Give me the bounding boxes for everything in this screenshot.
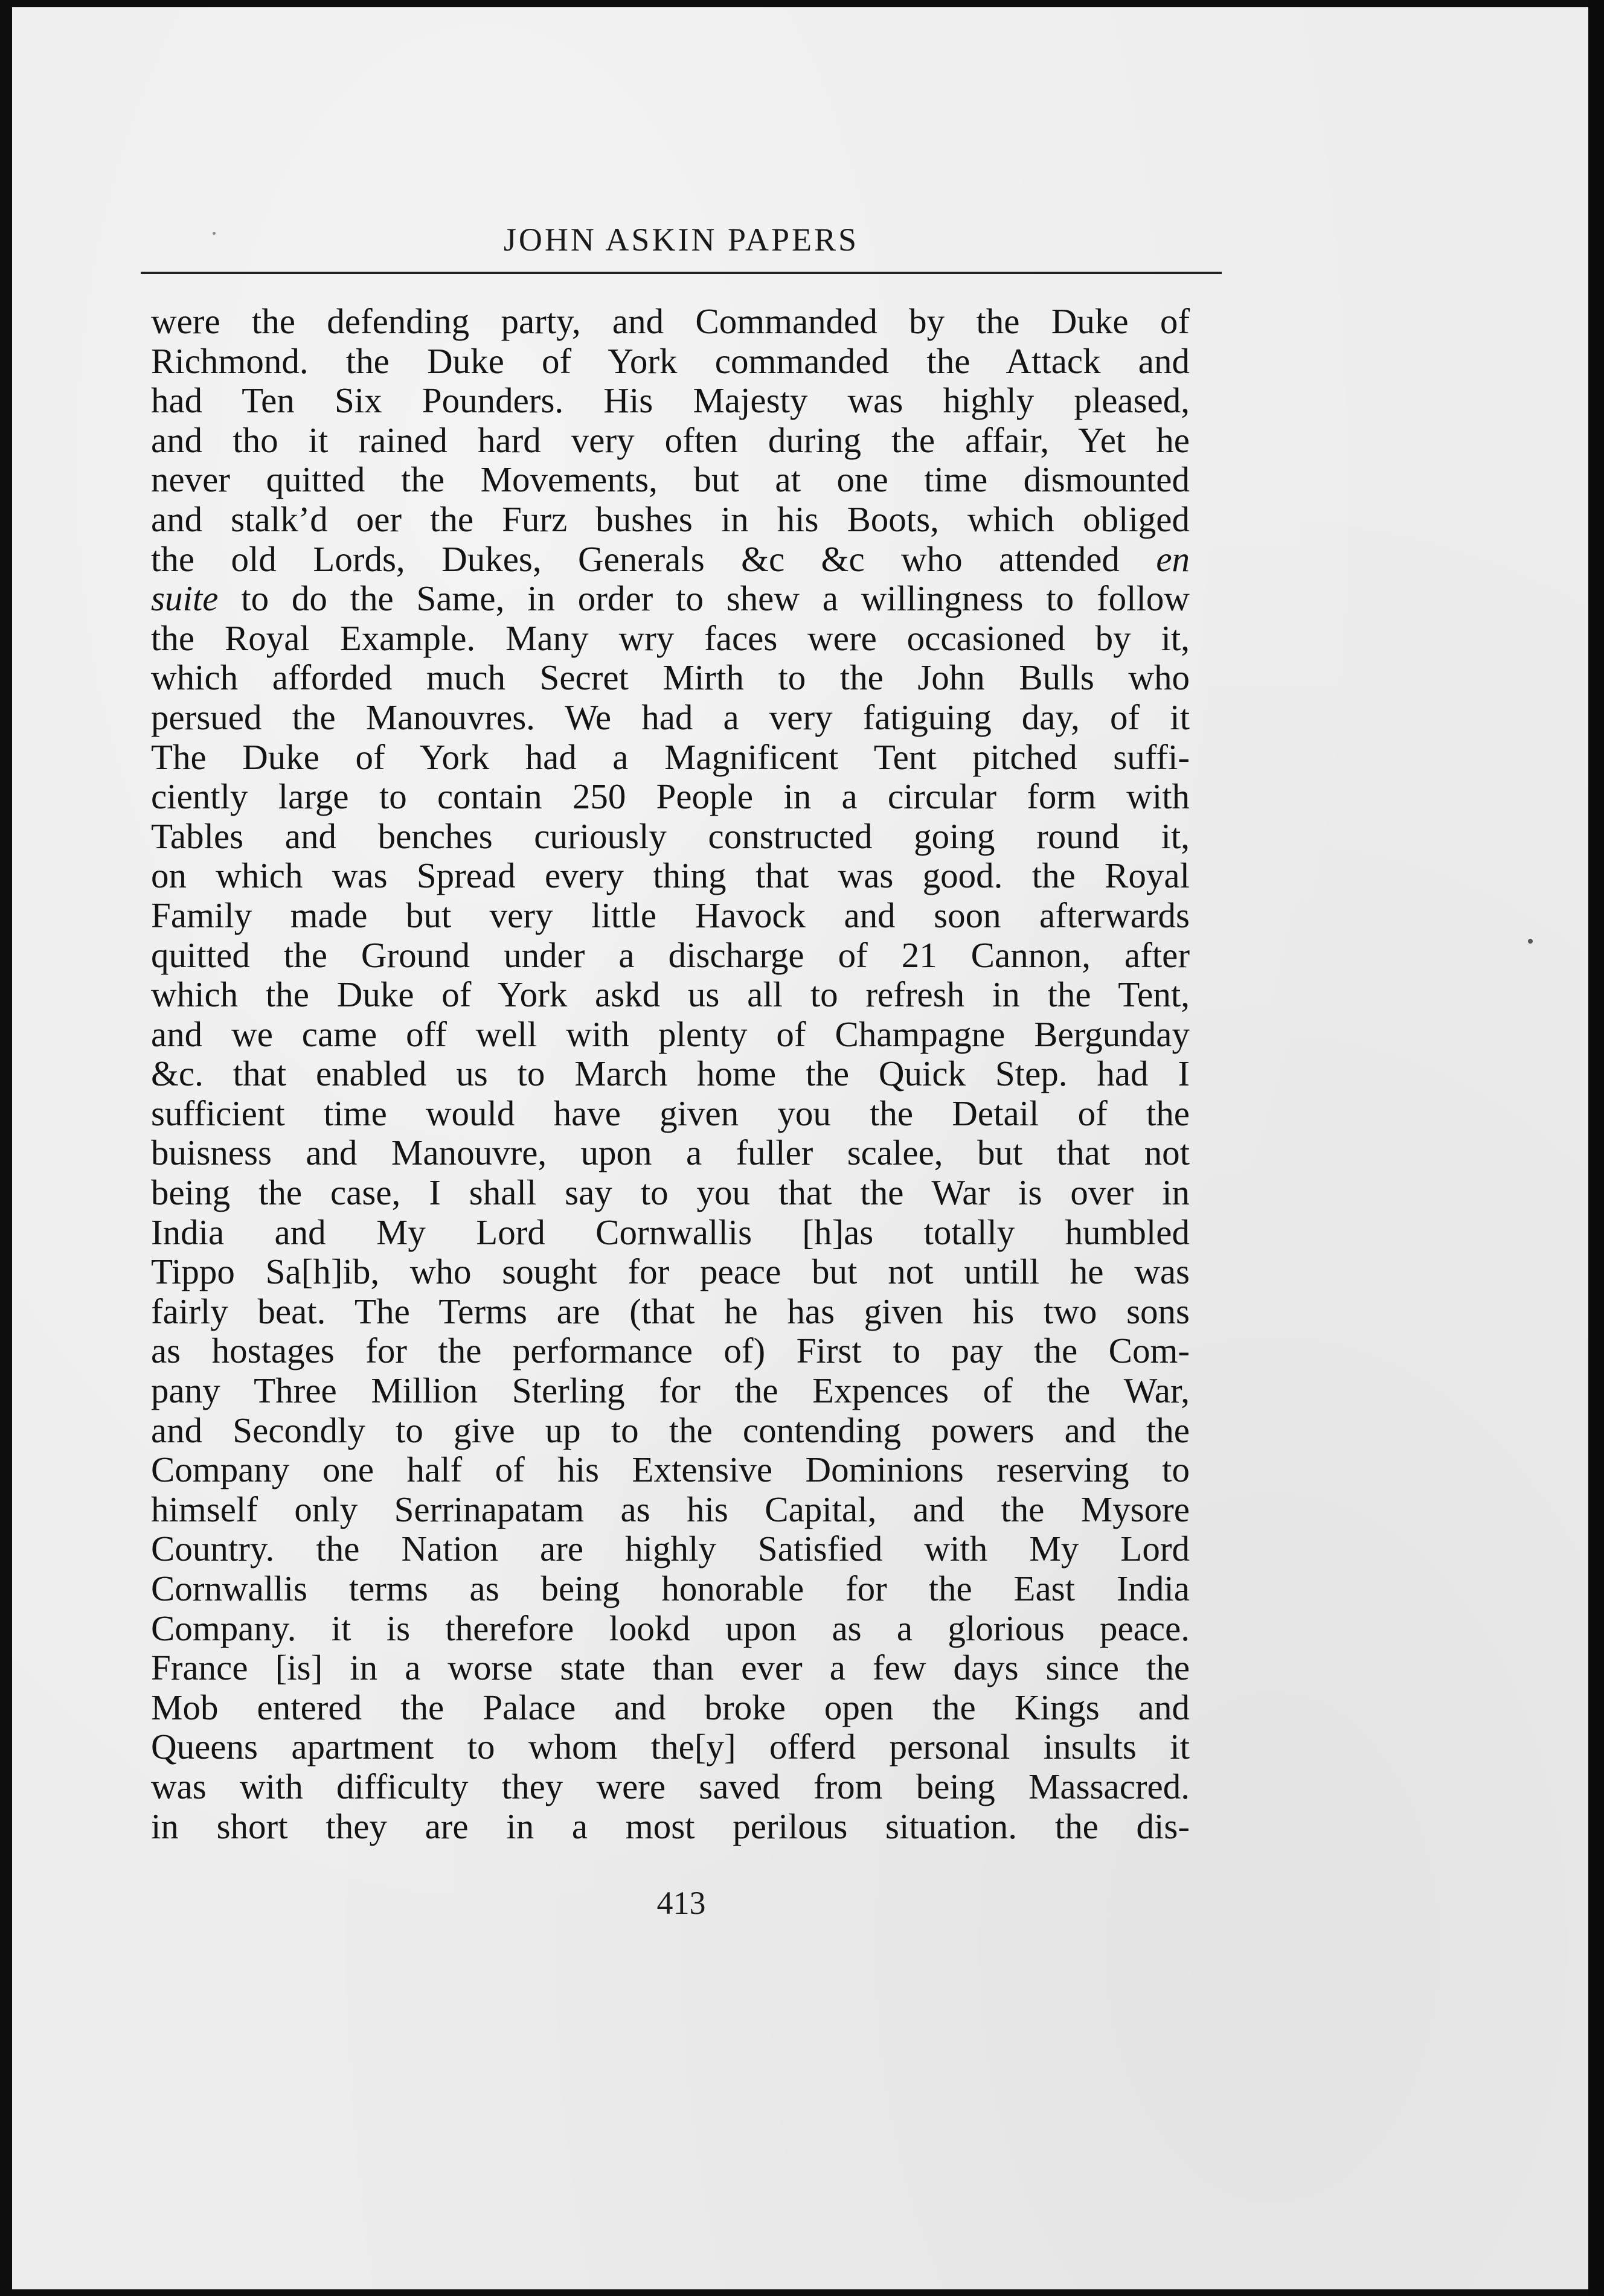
text-line: Tippo Sa[h]ib, who sought for peace but not untill he was	[151, 1252, 1190, 1292]
text-line: suite to do the Same, in order to shew a willingness to follow	[151, 578, 1190, 619]
text-line: Mob entered the Palace and broke open the Kings and	[151, 1687, 1190, 1727]
text-line: Family made but very little Havock and soon afterwards	[151, 895, 1190, 935]
text-line: as hostages for the performance of) First to pay the Com-	[151, 1331, 1190, 1371]
text-line: ciently large to contain 250 People in a circular form with	[151, 776, 1190, 817]
text-line: had Ten Six Pounders. His Majesty was highly pleased,	[151, 380, 1190, 421]
text-line: Richmond. the Duke of York commanded the Attack and	[151, 341, 1190, 381]
text-line: Cornwallis terms as being honorable for the East India	[151, 1569, 1190, 1608]
text-line: and Secondly to give up to the contending powers and the	[151, 1410, 1190, 1450]
text-line: and tho it rained hard very often during the affair, Yet he	[151, 420, 1190, 460]
text-line: himself only Serrinapatam as his Capital, and the Mysore	[151, 1489, 1190, 1529]
text-line: and we came off well with plenty of Champagne Bergunday	[151, 1014, 1190, 1054]
text-line: the Royal Example. Many wry faces were occasioned by it,	[151, 618, 1190, 658]
text-line: pany Three Million Sterling for the Expences of the War,	[151, 1370, 1190, 1411]
text-line: &c. that enabled us to March home the Quick Step. had I	[151, 1054, 1190, 1094]
italic-fragment: en	[1156, 539, 1190, 579]
text-line: being the case, I shall say to you that the War is over in	[151, 1172, 1190, 1213]
text-line: Company one half of his Extensive Dominions reserving to	[151, 1450, 1190, 1490]
italic-fragment: suite	[151, 578, 219, 619]
text-line: the old Lords, Dukes, Generals &c &c who attended en	[151, 539, 1190, 579]
running-head: JOHN ASKIN PAPERS	[503, 222, 859, 258]
header-rule	[141, 272, 1222, 274]
text-line: were the defending party, and Commanded by the Duke of	[151, 301, 1190, 341]
text-line: on which was Spread every thing that was good. the Royal	[151, 855, 1190, 896]
text-line: sufficient time would have given you the Detail of the	[151, 1093, 1190, 1133]
text-line: in short they are in a most perilous situation. the dis-	[151, 1806, 1190, 1846]
text-line: buisness and Manouvre, upon a fuller scalee, but that not	[151, 1133, 1190, 1173]
text-line: Company. it is therefore lookd upon as a glorious peace.	[151, 1608, 1190, 1648]
text-line: which the Duke of York askd us all to refresh in the Tent,	[151, 974, 1190, 1015]
text-line: was with difficulty they were saved from being Massacred.	[151, 1766, 1190, 1806]
page-edge-shadow	[1588, 0, 1604, 2296]
text-line: India and My Lord Cornwallis [h]as totally humbled	[151, 1212, 1190, 1252]
text-line: Country. the Nation are highly Satisfied with My Lord	[151, 1529, 1190, 1569]
text-line: Queens apartment to whom the[y] offerd personal insults it	[151, 1727, 1190, 1767]
text-line: France [is] in a worse state than ever a few days since the	[151, 1648, 1190, 1688]
paper-speck	[1528, 939, 1533, 944]
text-line: which afforded much Secret Mirth to the John Bulls who	[151, 657, 1190, 698]
text-line: persued the Manouvres. We had a very fatiguing day, of it	[151, 697, 1190, 737]
text-line: fairly beat. The Terms are (that he has given his two sons	[151, 1291, 1190, 1331]
text-line: quitted the Ground under a discharge of 21 Cannon, after	[151, 935, 1190, 975]
text-line: The Duke of York had a Magnificent Tent pitched suffi-	[151, 737, 1190, 777]
text-line: Tables and benches curiously constructed going round it,	[151, 816, 1190, 856]
body-text	[151, 302, 1190, 1846]
paper-speck	[213, 232, 216, 235]
text-line: and stalk’d oer the Furz bushes in his Boots, which obliged	[151, 499, 1190, 539]
text-line: never quitted the Movements, but at one time dismounted	[151, 459, 1190, 500]
page-number: 413	[656, 1885, 706, 1921]
